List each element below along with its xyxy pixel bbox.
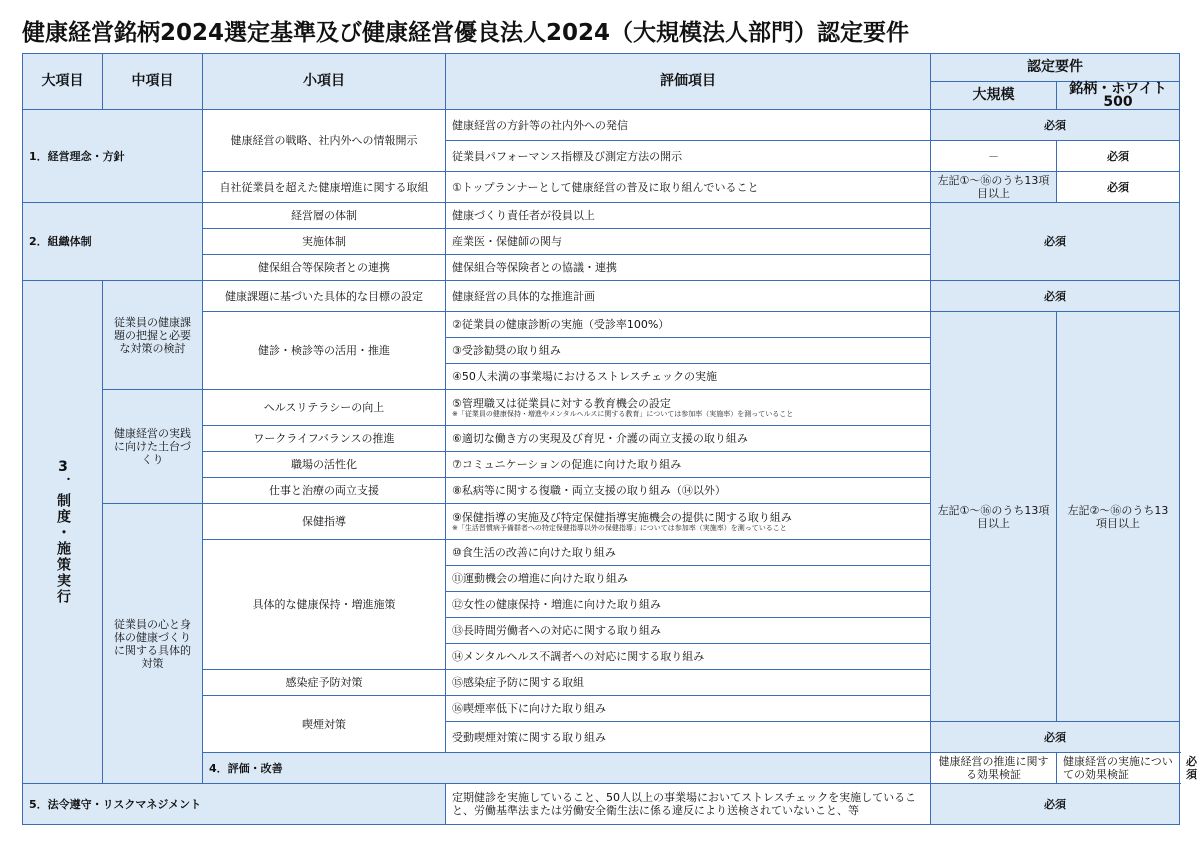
- s3-eval-12: ⑫女性の健康保持・増進に向けた取り組み: [446, 592, 931, 618]
- header-requirements: 認定要件: [931, 54, 1180, 82]
- s3-eval-5: [446, 390, 931, 426]
- s2-eval-insurer: 健保組合等保険者との協議・連携: [446, 255, 931, 281]
- header-mid-category: 中項目: [103, 54, 203, 110]
- header-row: [23, 54, 1180, 82]
- s3-small-measures: 具体的な健康保持・増進施策: [203, 540, 446, 670]
- s2-req: 必須: [931, 203, 1180, 281]
- table-row: [23, 281, 1180, 312]
- s3-eval-16: ⑯喫煙率低下に向けた取り組み: [446, 696, 931, 722]
- s3-mid-foundation: 健康経営の実践に向けた土台づくり: [103, 390, 203, 504]
- s3-eval-8: ⑧私病等に関する復職・両立支援の取り組み（⑭以外）: [446, 478, 931, 504]
- section-5-label: 5．法令遵守・リスクマネジメント: [23, 784, 446, 825]
- requirements-table: [22, 53, 1197, 825]
- page-title: 健康経営銘柄2024選定基準及び健康経営優良法人2024（大規模法人部門）認定要件: [22, 20, 910, 46]
- s4-eval: 健康経営の実施についての効果検証: [1057, 753, 1180, 784]
- s3-eval-9: [446, 504, 931, 540]
- s3-eval-9-note: ※「生活習慣病予備群者への特定保健指導以外の保健指導」については参加率（実施率）を測っていること: [452, 523, 787, 532]
- header-evaluation: 評価項目: [446, 54, 931, 110]
- s3-req-passive: 必須: [931, 722, 1180, 753]
- s5-eval: 定期健診を実施していること、50人以上の事業場においてストレスチェックを実施していること、労働基準法または労働安全衛生法に係る違反により送検されていないこと、等: [446, 784, 931, 825]
- s3-eval-15: ⑮感染症予防に関する取組: [446, 670, 931, 696]
- s3-small-workplace: 職場の活性化: [203, 452, 446, 478]
- s3-eval-10: ⑩食生活の改善に向けた取り組み: [446, 540, 931, 566]
- s4-small: 健康経営の推進に関する効果検証: [931, 753, 1057, 784]
- s3-eval-14: ⑭メンタルヘルス不調者への対応に関する取り組み: [446, 644, 931, 670]
- s3-eval-13: ⑬長時間労働者への対応に関する取り組み: [446, 618, 931, 644]
- section-3-label: [23, 281, 103, 784]
- s3-small-wlb: ワークライフバランスの推進: [203, 426, 446, 452]
- s1-small-beyond: 自社従業員を超えた健康増進に関する取組: [203, 172, 446, 203]
- s3-eval-7: ⑦コミュニケーションの促進に向けた取り組み: [446, 452, 931, 478]
- s5-req: 必須: [931, 784, 1180, 825]
- s3-eval-6: ⑥適切な働き方の実現及び育児・介護の両立支援の取り組み: [446, 426, 931, 452]
- s3-eval-passive: 受動喫煙対策に関する取り組み: [446, 722, 931, 753]
- s3-req-brand: 左記②～⑯のうち13項目以上: [1057, 312, 1180, 722]
- s2-small-insurer: 健保組合等保険者との連携: [203, 255, 446, 281]
- s3-small-treatment: 仕事と治療の両立支援: [203, 478, 446, 504]
- section-1-label: 1．経営理念・方針: [23, 110, 203, 203]
- s2-small-implementation: 実施体制: [203, 229, 446, 255]
- s3-eval-9-text: ⑨保健指導の実施及び特定保健指導実施機会の提供に関する取り組み: [452, 510, 792, 524]
- s1-eval-toprunner: ①トップランナーとして健康経営の普及に取り組んでいること: [446, 172, 931, 203]
- s3-req-goal: 必須: [931, 281, 1180, 312]
- s3-eval-5-text: ⑤管理職又は従業員に対する教育機会の設定: [452, 396, 671, 410]
- s3-eval-11: ⑪運動機会の増進に向けた取り組み: [446, 566, 931, 592]
- header-small-category: 小項目: [203, 54, 446, 110]
- s3-small-smoking: 喫煙対策: [203, 696, 446, 753]
- s3-mid-concrete: 従業員の心と身体の健康づくりに関する具体的対策: [103, 504, 203, 784]
- header-large-scale: 大規模: [931, 82, 1057, 110]
- s3-eval-3: ③受診勧奨の取り組み: [446, 338, 931, 364]
- s3-small-goal: 健康課題に基づいた具体的な目標の設定: [203, 281, 446, 312]
- s3-eval-2: ②従業員の健康診断の実施（受診率100%）: [446, 312, 931, 338]
- section-4-label: 4．評価・改善: [203, 753, 931, 784]
- table-row: [23, 110, 1180, 141]
- s1-req-performance-brand: 必須: [1057, 141, 1180, 172]
- s3-small-guidance: 保健指導: [203, 504, 446, 540]
- s3-small-literacy: ヘルスリテラシーの向上: [203, 390, 446, 426]
- s1-small-strategy: 健康経営の戦略、社内外への情報開示: [203, 110, 446, 172]
- s3-small-checkup: 健診・検診等の活用・推進: [203, 312, 446, 390]
- table-row: [23, 784, 1180, 825]
- s1-req-toprunner-brand: 必須: [1057, 172, 1180, 203]
- s1-req-toprunner-large: 左記①～⑯のうち13項目以上: [931, 172, 1057, 203]
- table-row: 4．評価・改善 健康経営の推進に関する効果検証 健康経営の実施についての効果検証 必須: [23, 753, 1180, 784]
- s2-eval-management: 健康づくり責任者が役員以上: [446, 203, 931, 229]
- section-3-label-text: 3．制度・施策実行: [55, 459, 71, 605]
- s3-mid-issues: 従業員の健康課題の把握と必要な対策の検討: [103, 281, 203, 390]
- s3-eval-goal: 健康経営の具体的な推進計画: [446, 281, 931, 312]
- section-2-label: 2．組織体制: [23, 203, 203, 281]
- s3-eval-5-note: ※「従業員の健康保持・増進やメンタルヘルスに関する教育」については参加率（実施率）を測っていること: [452, 409, 794, 418]
- s3-small-infection: 感染症予防対策: [203, 670, 446, 696]
- s1-req-performance-large: －: [931, 141, 1057, 172]
- s3-eval-4: ④50人未満の事業場におけるストレスチェックの実施: [446, 364, 931, 390]
- s2-eval-implementation: 産業医・保健師の関与: [446, 229, 931, 255]
- s2-small-management: 経営層の体制: [203, 203, 446, 229]
- header-brand-white500: 銘柄・ホワイト500: [1057, 82, 1180, 110]
- table-row: [23, 203, 1180, 229]
- s1-eval-performance: 従業員パフォーマンス指標及び測定方法の開示: [446, 141, 931, 172]
- s1-req-policy: 必須: [931, 110, 1180, 141]
- header-large-category: 大項目: [23, 54, 103, 110]
- s3-req-large: 左記①～⑯のうち13項目以上: [931, 312, 1057, 722]
- s1-eval-policy: 健康経営の方針等の社内外への発信: [446, 110, 931, 141]
